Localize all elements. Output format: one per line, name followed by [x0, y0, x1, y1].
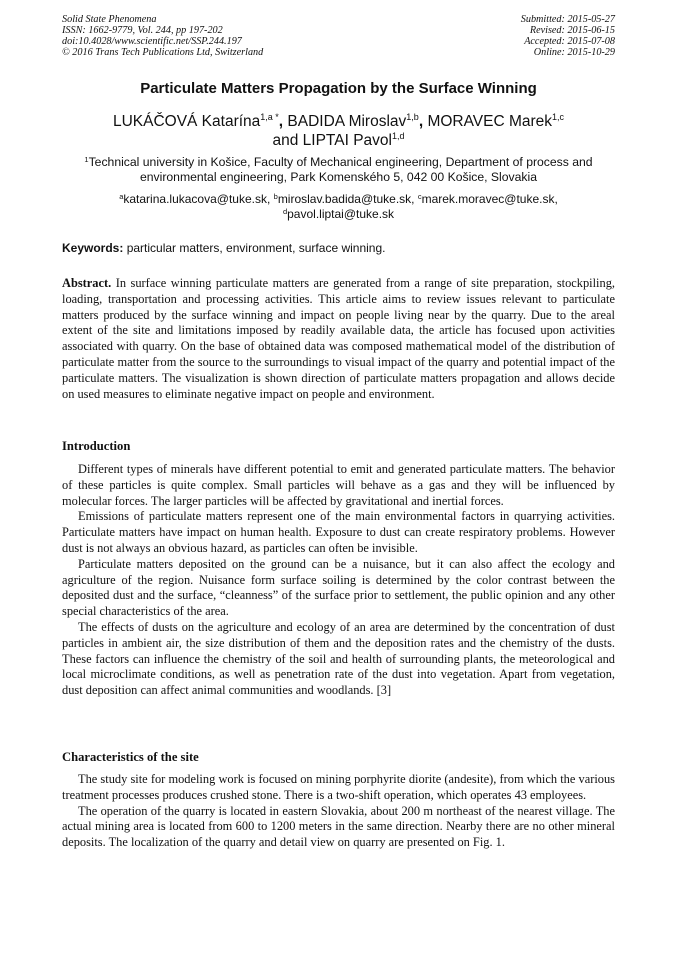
site-body	[62, 772, 615, 851]
author-list	[62, 112, 615, 150]
paragraph: The study site for modeling work is focused on mining porphyrite diorite (andesite), from which the various treatment processes produces crushed stone. There is a two-shift operation, which operates 43 employees.	[62, 772, 615, 802]
introduction-body	[62, 462, 615, 699]
affiliation	[62, 155, 615, 185]
author-4-sup: 1,d	[391, 131, 405, 141]
date-revised: Revised: 2015-06-15	[529, 25, 615, 36]
email-sup: c	[417, 192, 422, 201]
paper-title: Particulate Matters Propagation by the Surface Winning	[140, 80, 537, 97]
email-sup: a	[119, 192, 124, 201]
section-heading-site: Characteristics of the site	[62, 750, 199, 764]
email-a[interactable]: katarina.lukacova@tuke.sk,	[123, 192, 274, 206]
abstract	[62, 276, 615, 402]
journal-copyright: © 2016 Trans Tech Publications Ltd, Switzerland	[62, 47, 264, 58]
author-sep: ,	[278, 113, 288, 130]
email-c[interactable]: marek.moravec@tuke.sk,	[421, 192, 558, 206]
keywords-text: particular matters, environment, surface winning.	[123, 241, 386, 255]
keywords	[62, 241, 615, 255]
author-sep: ,	[418, 113, 428, 130]
journal-doi[interactable]: doi:10.4028/www.scientific.net/SSP.244.197	[62, 36, 242, 47]
author-1: LUKÁČOVÁ Katarína	[112, 113, 261, 130]
paragraph: The operation of the quarry is located in eastern Slovakia, about 200 m northeast of the nearest village. The actual mining area is located from 600 to 1200 meters in the same direction. Nearby there are no other mineral deposits. The localization of the quarry and detail view on quarry are presented on Fig. 1.	[62, 803, 615, 850]
email-b[interactable]: miroslav.badida@tuke.sk,	[277, 192, 418, 206]
paragraph: Different types of minerals have different potential to emit and generated particulate matters. The behavior of these particles is quite complex. Small particles will behave as a gas and they will be influenced by molecular forces. The larger particles will be affected by gravitational and inertial forces.	[62, 462, 615, 508]
publication-dates	[521, 14, 615, 58]
affiliation-line-2: environmental engineering, Park Komenského 5, 042 00 Košice, Slovakia	[139, 170, 537, 184]
affiliation-line-1: Technical university in Košice, Faculty of Mechanical engineering, Department of process and	[88, 155, 593, 169]
paragraph: Emissions of particulate matters represent one of the main environmental factors in quarrying activities. Particulate matters have impact on human health. Exposure to dust can create respiratory problems. However dust is not always an obvious hazard, as particles can often be invisible.	[62, 509, 615, 555]
abstract-label: Abstract.	[62, 276, 112, 290]
section-heading-introduction: Introduction	[62, 439, 131, 453]
keywords-label: Keywords:	[62, 241, 124, 255]
date-online: Online: 2015-10-29	[533, 47, 615, 58]
paragraph: The effects of dusts on the agriculture and ecology of an area are determined by the concentration of dust particles in ambient air, the size distribution of them and the deposition rates and the chemistry of the dusts. These factors can influence the chemistry of the soil and health of surrounding plants, the meteorological and local microclimate conditions, as well as penetration rate of the dust into vegetation. Apart from vegetation, dust deposition can affect animal communities and woodlands. [3]	[62, 619, 615, 698]
affiliation-sup: 1	[84, 155, 89, 164]
email-sup: d	[282, 207, 288, 216]
author-emails	[62, 192, 615, 222]
author-3-sup: 1,c	[552, 112, 565, 122]
email-d[interactable]: pavol.liptai@tuke.sk	[287, 207, 395, 221]
author-3: MORAVEC Marek	[427, 113, 553, 130]
abstract-text: In surface winning particulate matters are generated from a range of site preparation, stockpiling, loading, transportation and processing activities. This article aims to review issues relevant to particulate matters produced by the surface winning and impact on people living near by the quarry. Due to the areal extent of the site and limitations imposed by readily available data, the article has focused upon activities associated with quarry. On the base of obtained data was composed mathematical model of the distribution of particulate matter from the source to the surroundings to visual impact of the quarry and potential impact of the particulate matters. The visualization is shown direction of particulate matters propagation and allows decide on used measures to eliminate negative impact on people and environment.	[62, 276, 615, 401]
date-accepted: Accepted: 2015-07-08	[524, 36, 615, 47]
journal-info	[62, 14, 263, 58]
journal-name: Solid State Phenomena	[62, 14, 157, 25]
author-2-sup: 1,b	[406, 112, 419, 122]
author-2: BADIDA Miroslav	[287, 113, 407, 130]
email-sup: b	[273, 192, 278, 201]
paragraph: Particulate matters deposited on the ground can be a nuisance, but it can also affect the ecology and agriculture of the region. Nuisance form surface soiling is determined by the color contrast between the deposited dust and the surface, “cleanness” of the surface prior to settlement, the public opinion and any other special characteristics of the area.	[62, 556, 615, 619]
author-4: LIPTAI Pavol	[302, 132, 392, 149]
author-1-sup: 1,a *	[260, 112, 279, 122]
date-submitted: Submitted: 2015-05-27	[520, 14, 615, 25]
author-and: and	[272, 132, 303, 149]
journal-issn: ISSN: 1662-9779, Vol. 244, pp 197-202	[62, 25, 223, 36]
